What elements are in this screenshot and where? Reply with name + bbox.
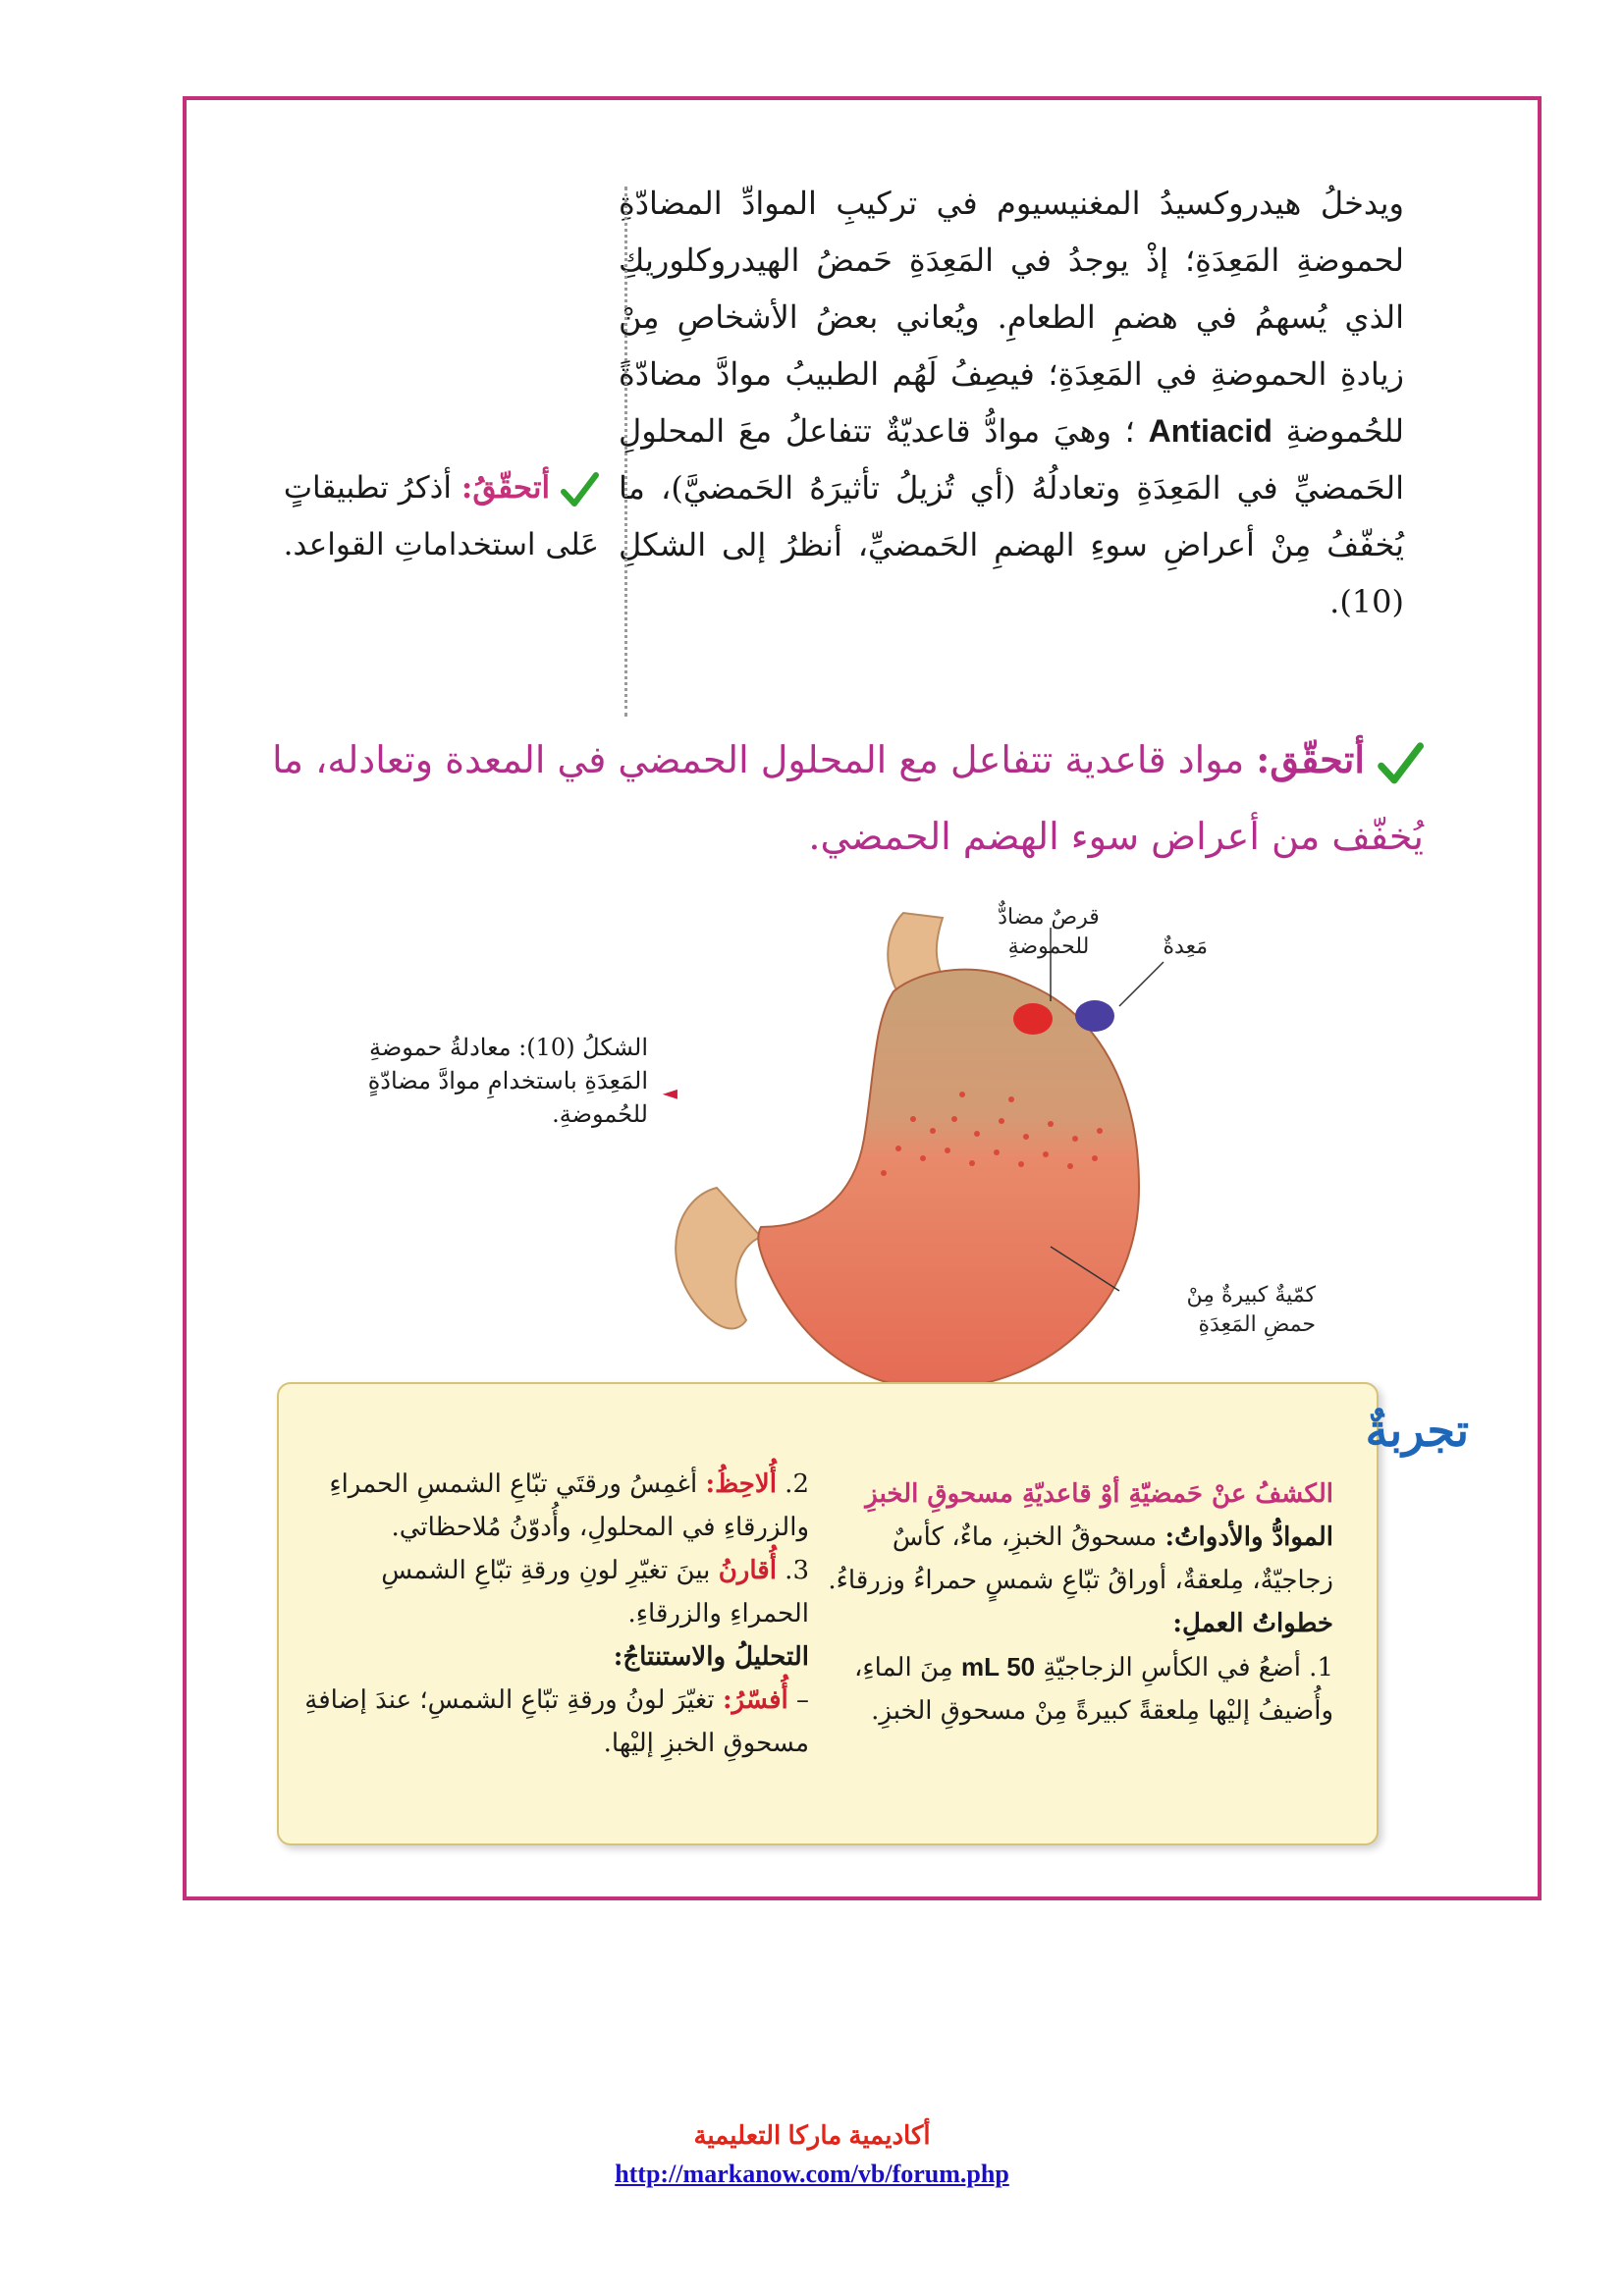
experiment-right-column [823, 1472, 1333, 1733]
analysis-question: – أُفسّرُ: تغيّرَ لونُ ورقةِ تبّاعِ الشمسِ؛ عندَ إضافةِ مسحوقِ الخبزِ إليْها. [304, 1685, 809, 1758]
main-paragraph-part1: ويدخلُ هيدروكسيدُ المغنيسيوم في تركيبِ الموادِّ المضادّةِ لحموضةِ المَعِدَةِ؛ إذْ يوجدُ في المَعِدَةِ حَمضُ الهيدروكلوريكِ الذي يُسهمُ في هضمِ الطعامِ. ويُعاني بعضُ الأشخاصِ مِنْ زيادةِ الحموضةِ في المَعِدَةِ؛ فيصِفُ لَهُم الطبيبُ موادَّ مضادّةً للحُموضةِ [619, 185, 1404, 450]
side-check-text: أذكرُ تطبيقاتٍ عَلى استخداماتِ القواعد. [283, 470, 599, 562]
footer-academy-name: أكاديمية ماركا التعليمية [693, 2120, 931, 2150]
blue-tablet [1075, 1000, 1114, 1032]
tablet-label: قرصٌ مضادٌّ للحموضةِ [998, 905, 1100, 959]
main-paragraph-part2: ؛ وهيَ موادُّ قاعديّةٌ تتفاعلُ معَ المحلولِ الحَمضيِّ في المَعِدَةِ وتعادلُهُ (أي تُزيلُ تأثيرَهُ الحَمضيَّ)، ما يُخفّفُ مِنْ أعراضِ سوءِ الهضمِ الحَمضيِّ، أنظرُ إلى الشكلِ (10). [619, 412, 1404, 620]
caption-marker-icon: ◄ [662, 1081, 677, 1104]
step-3: 3. أُقارنُ بينَ تغيّرِ لونِ ورقةِ تبّاعِ الشمسِ الحمراءِ والزرقاءِ. [381, 1556, 809, 1629]
side-check-question [245, 459, 599, 573]
checkmark-icon [1377, 740, 1424, 787]
answer-text: مواد قاعدية تتفاعل مع المحلول الحمضي في المعدة وتعادله، ما يُخفّف من أعراض سوء الهضم الحمضي. [272, 738, 1424, 858]
analysis-label: التحليلُ والاستنتاجُ: [613, 1642, 809, 1672]
experiment-left-column [298, 1463, 809, 1765]
main-paragraph [619, 175, 1404, 630]
answer-label: أتحقّق: [1256, 737, 1365, 781]
steps-label: خطواتُ العملِ: [1172, 1609, 1333, 1638]
checkmark-icon [560, 470, 599, 509]
dotted-divider [624, 187, 627, 717]
answer-block [245, 721, 1424, 875]
step-1: 1. أضعُ في الكأسِ الزجاجيّةِ 50 mL مِنَ الماءِ، وأُضيفُ إليْها مِلعقةً كبيرةً مِنْ مسحوقِ الخبزِ. [853, 1652, 1333, 1726]
antiacid-term: Antiacid [1148, 413, 1272, 449]
experiment-title: تجربةٌ [1365, 1404, 1469, 1457]
side-check-label: أتحقّقُ: [460, 470, 551, 506]
duodenum-shape [676, 1188, 761, 1328]
materials: الموادُّ والأدواتُ: مسحوقُ الخبزِ، ماءٌ، كأسٌ زجاجيّةٌ، مِلعقةٌ، أوراقُ تبّاعِ شمسٍ حمراءُ وزرقاءُ. [828, 1522, 1333, 1595]
figure-caption: ◄ الشكلُ (10): معادلةُ حموضةِ المَعِدَةِ باستخدامِ موادَّ مضادّةٍ للحُموضةِ. [367, 1034, 677, 1128]
step-2: 2. أُلاحِظُ: أغمِسُ ورقتَي تبّاعِ الشمسِ الحمراءِ والزرقاءِ في المحلولِ، وأُدوّنُ مُلاحظاتي. [329, 1469, 809, 1542]
stomach-label: مَعِدةٌ [1163, 934, 1208, 959]
experiment-subtitle: الكشفُ عنْ حَمضيّةِ أوْ قاعديّةِ مسحوقِ الخبزِ [865, 1479, 1333, 1509]
footer-link[interactable]: http://markanow.com/vb/forum.php [615, 2160, 1009, 2188]
stomach-body-shape [758, 970, 1139, 1389]
acid-label: كمّيةٌ كبيرةٌ مِنْ حمضِ المَعِدَةِ [1186, 1283, 1316, 1337]
red-tablet [1013, 1003, 1053, 1035]
